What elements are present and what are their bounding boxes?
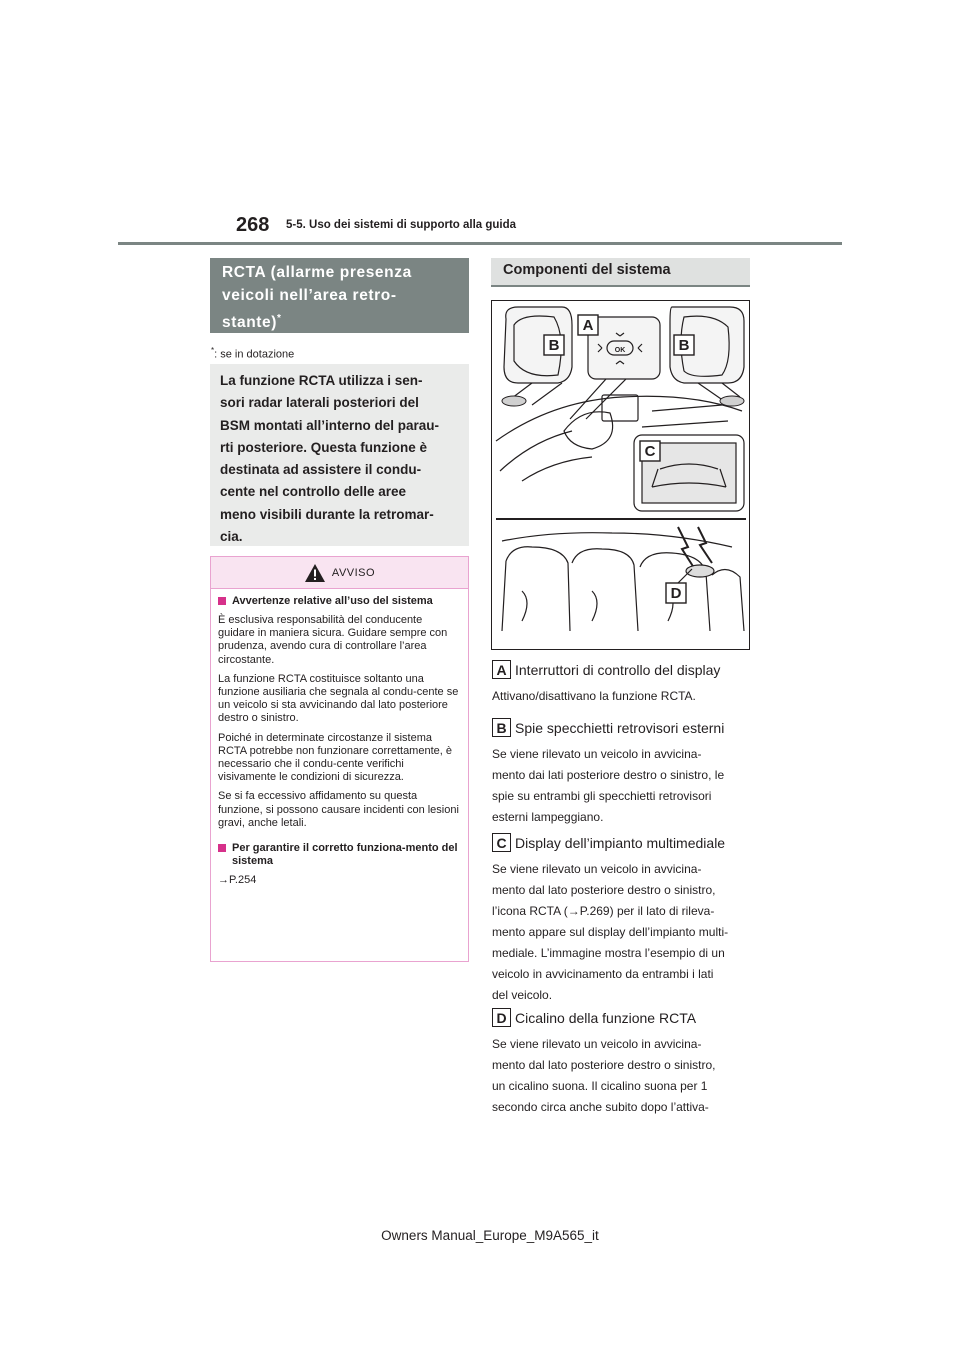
footnote (211, 346, 294, 361)
label-d-box (666, 583, 686, 603)
body-line: mento dai lati posteriore destro o sinistro, le (492, 768, 725, 782)
label-b-left: B (548, 337, 560, 354)
label-a-box (578, 315, 598, 335)
body-line: Se viene rilevato un veicolo in avvicina- (492, 747, 702, 761)
warning-paragraph: La funzione RCTA costituisce soltanto una funzione ausiliaria che segnala al condu-cente se un veicolo si sta avvicinando dal lato posteriore destro o sinistro. (218, 672, 459, 725)
page-reference-link[interactable]: →P.254 (218, 874, 257, 887)
page-number: 268 (236, 214, 270, 236)
item-d-title: Cicalino della funzione RCTA (515, 1009, 697, 1026)
item-c-body (492, 859, 754, 1006)
warning-paragraph: Se si fa eccessivo affidamento su questa funzione, si possono causare incidenti con lesioni gravi, anche letali. (218, 790, 459, 829)
rcta-heading-line-1: RCTA (allarme presenza (222, 264, 412, 281)
item-c-heading (492, 833, 725, 852)
body-line: veicolo in avvicinamento da entrambi i lati (492, 967, 714, 981)
warning-bullet (218, 842, 461, 868)
item-a-letter: A (492, 660, 511, 679)
intro-line: cente nel controllo delle aree (220, 484, 407, 500)
body-line: Se viene rilevato un veicolo in avvicina- (492, 1037, 702, 1051)
footer-text: Owners Manual_Europe_M9A565_it (381, 1228, 599, 1243)
warning-title: AVVISO (331, 566, 376, 579)
rcta-heading-line-3 (222, 307, 457, 334)
label-a: A (582, 317, 594, 334)
body-line: Se viene rilevato un veicolo in avvicina- (492, 862, 702, 876)
label-c: C (644, 443, 656, 460)
body-line: del veicolo. (492, 988, 553, 1002)
body-line: un cicalino suona. Il cicalino suona per 1 (492, 1079, 708, 1093)
label-b-right-box (674, 335, 694, 355)
item-c-letter: C (492, 833, 511, 852)
warning-header (211, 557, 468, 589)
header-rule (118, 242, 842, 245)
car-interior-illustration (492, 301, 749, 649)
warning-body (211, 589, 468, 887)
warning-triangle-icon (304, 563, 326, 583)
rcta-heading (210, 258, 469, 333)
footnote-asterisk: * (211, 346, 215, 355)
item-b-letter: B (492, 718, 511, 737)
bullet-square-icon (218, 597, 226, 605)
warning-bullet-text: Avvertenze relative all’uso del sistema (232, 595, 433, 607)
intro-line: cia. (220, 529, 243, 545)
item-b-body (492, 744, 754, 828)
body-line: l’icona RCTA (→P.269) per il lato di rileva- (492, 904, 715, 918)
body-line: mento dal lato posteriore destro o sinistro, (492, 1058, 716, 1072)
components-heading: Componenti del sistema (491, 258, 750, 287)
intro-box (210, 364, 469, 546)
system-components-figure (491, 300, 750, 650)
label-b-left-box (544, 335, 564, 355)
body-line: spie su entrambi gli specchietti retrovisori (492, 789, 712, 803)
warning-bullet-text: Per garantire il corretto funziona-mento del sistema (232, 842, 458, 868)
heading-asterisk: * (277, 313, 282, 324)
label-b-right: B (678, 337, 690, 354)
warning-paragraph: Poiché in determinate circostanze il sistema RCTA potrebbe non funzionare correttamente, è necessario che il condu-cente verifichi visivamente le condizioni di sicurezza. (218, 731, 452, 784)
item-b-heading (492, 718, 724, 737)
item-d-letter: D (492, 1008, 511, 1027)
warning-paragraph: È esclusiva responsabilità del conducente guidare in maniera sicura. Guidare sempre con prudenza, avendo cura di controllare l’area circostante. (218, 614, 448, 666)
item-b-title: Spie specchietti retrovisori esterni (515, 719, 725, 736)
label-c-box (640, 441, 660, 461)
body-line: Attivano/disattivano la funzione RCTA. (492, 689, 696, 703)
intro-line: BSM montati all’interno del parau- (220, 417, 440, 433)
body-line: esterni lampeggiano. (492, 810, 604, 824)
footnote-text: : se in dotazione (214, 348, 295, 361)
intro-line: destinata ad assistere il condu- (220, 462, 422, 478)
section-title: 5-5. Uso dei sistemi di supporto alla guida (286, 219, 517, 231)
intro-line: sori radar laterali posteriori del (220, 395, 419, 411)
rcta-heading-line-3-text: stante) (222, 314, 278, 332)
intro-line: meno visibili durante la retromar- (220, 506, 434, 522)
item-d-body (492, 1034, 754, 1118)
bullet-square-icon (218, 844, 226, 852)
intro-line: rti posteriore. Questa funzione è (220, 439, 428, 455)
body-line: mento dal lato posteriore destro o sinistro, (492, 883, 716, 897)
item-c-title: Display dell’impianto multimediale (515, 834, 726, 851)
item-a-body (492, 686, 754, 707)
item-d-heading (492, 1008, 696, 1027)
label-d: D (670, 585, 682, 602)
warning-bullet (218, 595, 461, 608)
body-line: mediale. L’immagine mostra l’esempio di un (492, 946, 725, 960)
rcta-heading-line-2: veicoli nell’area retro- (222, 287, 397, 304)
item-a-heading (492, 660, 720, 679)
warning-box (210, 556, 469, 962)
body-line: secondo circa anche subito dopo l’attiva- (492, 1100, 709, 1114)
intro-line: La funzione RCTA utilizza i sen- (220, 373, 423, 388)
ok-button-label: OK (614, 347, 626, 354)
item-a-title: Interruttori di controllo del display (515, 661, 721, 678)
body-line: mento appare sul display dell’impianto multi- (492, 925, 729, 939)
